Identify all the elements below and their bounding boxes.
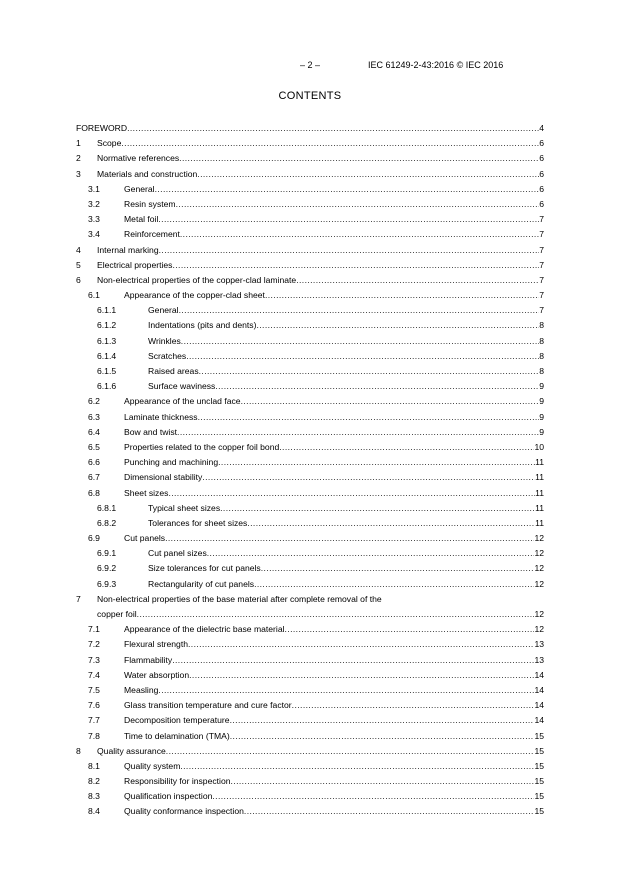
toc-entry-page: 8 (539, 366, 544, 376)
toc-entry-number: 6.1.2 (97, 320, 117, 331)
toc-entry-page: 8 (539, 350, 544, 361)
toc-entry-number: 6 (76, 274, 81, 285)
toc-dot-leader (172, 653, 534, 668)
toc-entry-number: 7.3 (88, 654, 100, 665)
toc-entry-title: Measling (124, 684, 159, 695)
toc-entry[interactable] (0, 789, 620, 804)
toc-entry-number: 4 (76, 244, 81, 255)
toc-entry-page: 6 (539, 183, 544, 194)
toc-entry[interactable] (0, 212, 620, 227)
toc-entry-page: 6 (539, 138, 544, 149)
toc-entry-page: 9 (539, 381, 544, 392)
toc-entry-title: Laminate thickness (124, 411, 198, 422)
toc-entry[interactable] (0, 729, 620, 744)
toc-dot-leader (137, 607, 535, 622)
toc-entry-title: Metal foil (124, 214, 159, 225)
toc-entry-number: 6.1.5 (97, 366, 117, 376)
toc-entry[interactable] (0, 394, 620, 409)
document-reference: IEC 61249-2-43:2016 © IEC 2016 (368, 60, 504, 70)
toc-entry-page: 6 (539, 168, 544, 179)
toc-entry-title: Tolerances for sheet sizes (148, 517, 248, 528)
toc-entry-page: 15 (534, 730, 544, 741)
toc-entry[interactable] (0, 425, 620, 440)
toc-entry-title: Wrinkles (148, 335, 181, 346)
toc-entry-page: 12 (534, 578, 544, 589)
toc-entry[interactable] (0, 167, 620, 182)
toc-entry[interactable] (0, 668, 620, 683)
toc-entry-number: 7 (76, 593, 81, 604)
toc-entry-number: 6.4 (88, 426, 100, 437)
toc-entry[interactable] (0, 577, 620, 592)
toc-entry-title: Appearance of the unclad face (124, 396, 241, 407)
toc-entry[interactable] (0, 151, 620, 166)
toc-entry-title: Scope (97, 138, 122, 149)
toc-dot-leader (279, 440, 534, 455)
toc-entry-page: 11 (535, 487, 544, 498)
toc-entry[interactable] (0, 759, 620, 774)
toc-entry-page: 15 (534, 760, 544, 771)
toc-entry-page: 15 (534, 791, 544, 802)
toc-dot-leader (256, 318, 539, 333)
toc-entry-title: Quality conformance inspection (124, 806, 244, 817)
toc-dot-leader (220, 501, 535, 516)
toc-entry-number: 6.7 (88, 472, 100, 483)
toc-entry-title: Non-electrical properties of the copper-clad laminate (97, 274, 297, 285)
toc-entry-title: Flexural strength (124, 639, 189, 650)
toc-entry-title: Normative references (97, 153, 180, 164)
toc-entry[interactable] (0, 303, 620, 318)
toc-dot-leader (207, 546, 535, 561)
toc-entry-title: Electrical properties (97, 259, 173, 270)
toc-entry-title: Appearance of the copper-clad sheet (124, 290, 265, 301)
toc-entry-title: Dimensional stability (124, 472, 203, 483)
table-of-contents (0, 121, 620, 820)
toc-dot-leader (166, 744, 535, 759)
toc-entry-page: 12 (534, 548, 544, 559)
toc-dot-leader (121, 136, 539, 151)
toc-dot-leader (244, 804, 535, 819)
toc-entry-number: 3.4 (88, 229, 100, 240)
toc-entry-number: 6.1.3 (97, 335, 117, 346)
toc-entry-title: Appearance of the dielectric base material (124, 624, 285, 635)
toc-dot-leader (199, 364, 540, 379)
toc-entry-number: 1 (76, 138, 81, 149)
toc-entry-title: Typical sheet sizes (148, 502, 221, 513)
toc-dot-leader (179, 303, 540, 318)
toc-entry[interactable] (0, 516, 620, 531)
toc-entry-page: 8 (539, 320, 544, 331)
toc-entry[interactable] (0, 136, 620, 151)
toc-entry[interactable] (0, 501, 620, 516)
toc-dot-leader (230, 729, 535, 744)
toc-entry-number: 7.6 (88, 700, 100, 711)
toc-dot-leader (265, 288, 539, 303)
toc-entry[interactable] (0, 486, 620, 501)
toc-dot-leader (292, 698, 535, 713)
toc-entry-number: 3 (76, 168, 81, 179)
toc-entry-title: FOREWORD (76, 123, 128, 133)
toc-dot-leader (176, 197, 540, 212)
toc-entry[interactable] (0, 561, 620, 576)
toc-entry[interactable] (0, 774, 620, 789)
toc-entry-number: 6.9.2 (97, 563, 117, 574)
toc-entry-page: 14 (534, 684, 544, 695)
toc-dot-leader (158, 683, 534, 698)
toc-entry-title: Size tolerances for cut panels (148, 563, 261, 574)
toc-entry-page: 12 (534, 609, 544, 619)
toc-entry-number: 8.1 (88, 760, 100, 771)
toc-entry-page: 11 (535, 472, 544, 483)
toc-entry-title: Indentations (pits and dents) (148, 320, 257, 331)
toc-entry-page: 15 (534, 745, 544, 756)
toc-entry[interactable] (0, 121, 620, 136)
toc-entry-page: 14 (534, 700, 544, 711)
toc-entry[interactable] (0, 410, 620, 425)
toc-entry-title: Rectangularity of cut panels (148, 578, 255, 589)
toc-entry-page: 11 (535, 502, 544, 513)
toc-dot-leader (198, 410, 540, 425)
toc-entry-title: Properties related to the copper foil bond (124, 441, 280, 452)
toc-entry-number: 3.3 (88, 214, 100, 225)
toc-entry-title: Quality assurance (97, 745, 166, 756)
toc-entry-page: 7 (539, 229, 544, 240)
toc-entry-title: Raised areas (148, 366, 199, 376)
toc-entry-title: Sheet sizes (124, 487, 169, 498)
toc-dot-leader (172, 258, 539, 273)
toc-entry-number: 3.1 (88, 183, 100, 194)
toc-entry-page: 9 (539, 426, 544, 437)
toc-entry-number: 7.1 (88, 624, 100, 635)
toc-entry[interactable] (0, 455, 620, 470)
toc-entry-page: 9 (539, 396, 544, 407)
toc-entry-title: Responsibility for inspection (124, 776, 231, 787)
toc-entry[interactable] (0, 592, 620, 622)
toc-entry-number: 6.1.4 (97, 350, 117, 361)
toc-dot-leader (285, 622, 535, 637)
toc-entry-page: 15 (534, 776, 544, 787)
toc-entry-title: Punching and machining (124, 457, 219, 468)
toc-entry-number: 6.2 (88, 396, 100, 407)
toc-entry-title: Internal marking (97, 244, 159, 255)
toc-entry[interactable] (0, 804, 620, 819)
toc-entry-title: Cut panels (124, 533, 166, 544)
toc-entry-page: 12 (534, 563, 544, 574)
toc-entry-page: 4 (539, 123, 544, 133)
toc-entry-title: Resin system (124, 198, 176, 209)
toc-entry[interactable] (0, 364, 620, 379)
toc-entry-number: 8.4 (88, 806, 100, 817)
toc-dot-leader (215, 379, 539, 394)
toc-dot-leader (261, 561, 535, 576)
toc-entry-title: Scratches (148, 350, 187, 361)
toc-entry[interactable] (0, 258, 620, 273)
toc-entry[interactable] (0, 531, 620, 546)
toc-entry-title: Decomposition temperature (124, 715, 230, 726)
toc-entry-page: 7 (539, 259, 544, 270)
toc-entry[interactable] (0, 379, 620, 394)
toc-entry-number: 8 (76, 745, 81, 756)
toc-dot-leader (189, 668, 534, 683)
toc-dot-leader (218, 455, 535, 470)
toc-entry[interactable] (0, 227, 620, 242)
toc-entry-title: Qualification inspection (124, 791, 213, 802)
toc-entry-number: 2 (76, 153, 81, 164)
toc-entry-title: Time to delamination (TMA) (124, 730, 230, 741)
toc-dot-leader (254, 577, 534, 592)
toc-dot-leader (296, 273, 539, 288)
toc-entry[interactable] (0, 744, 620, 759)
toc-dot-leader (186, 349, 539, 364)
toc-entry-number: 6.8.2 (97, 517, 117, 528)
toc-entry-title: Cut panel sizes (148, 548, 207, 559)
toc-entry-page: 11 (535, 457, 544, 468)
toc-entry-page: 7 (539, 305, 544, 316)
toc-dot-leader (212, 789, 534, 804)
toc-entry[interactable] (0, 182, 620, 197)
toc-entry-page: 10 (534, 441, 544, 452)
toc-entry[interactable] (0, 622, 620, 637)
toc-dot-leader (197, 167, 539, 182)
toc-entry-number: 6.6 (88, 457, 100, 468)
toc-entry[interactable] (0, 288, 620, 303)
toc-entry-title: General (148, 305, 179, 316)
toc-entry-title: Reinforcement (124, 229, 180, 240)
toc-entry-number: 7.5 (88, 684, 100, 695)
toc-entry-title: Surface waviness (148, 381, 216, 392)
toc-entry-page: 12 (534, 533, 544, 544)
toc-entry-page: 15 (534, 806, 544, 817)
toc-entry[interactable] (0, 653, 620, 668)
toc-dot-leader (168, 486, 535, 501)
toc-entry[interactable] (0, 637, 620, 652)
toc-entry-page: 8 (539, 335, 544, 346)
toc-entry[interactable] (0, 470, 620, 485)
toc-entry-number: 8.2 (88, 776, 100, 787)
toc-entry-number: 6.9.1 (97, 548, 117, 559)
toc-dot-leader (155, 182, 540, 197)
toc-entry[interactable] (0, 440, 620, 455)
toc-dot-leader (230, 713, 535, 728)
toc-entry-title: copper foil (97, 609, 137, 619)
toc-entry-number: 6.1 (88, 290, 100, 301)
toc-entry[interactable] (0, 713, 620, 728)
toc-dot-leader (179, 151, 539, 166)
toc-dot-leader (180, 227, 539, 242)
toc-entry-title-line: Non-electrical properties of the base material after complete removal of the (97, 593, 382, 604)
toc-entry-number: 6.9.3 (97, 578, 117, 589)
page-header (0, 60, 620, 74)
toc-dot-leader (158, 212, 539, 227)
toc-entry-title: Quality system (124, 760, 181, 771)
toc-entry[interactable] (0, 243, 620, 258)
toc-dot-leader (231, 774, 535, 789)
toc-entry-title: Materials and construction (97, 168, 198, 179)
toc-entry-number: 7.2 (88, 639, 100, 650)
toc-dot-leader (159, 243, 540, 258)
toc-entry-number: 5 (76, 259, 81, 270)
toc-entry-page: 13 (534, 639, 544, 650)
toc-entry-page: 14 (534, 669, 544, 680)
toc-entry[interactable] (0, 683, 620, 698)
toc-entry-title: Flammability (124, 654, 173, 665)
toc-entry-page: 12 (534, 624, 544, 635)
toc-entry-page: 7 (539, 244, 544, 255)
toc-entry-number: 6.8 (88, 487, 100, 498)
toc-entry[interactable] (0, 318, 620, 333)
toc-entry-number: 6.3 (88, 411, 100, 422)
toc-entry-number: 7.4 (88, 669, 100, 680)
toc-dot-leader (247, 516, 535, 531)
toc-dot-leader (180, 759, 534, 774)
toc-entry-title: Water absorption (124, 669, 190, 680)
toc-entry[interactable] (0, 698, 620, 713)
toc-entry[interactable] (0, 273, 620, 288)
toc-dot-leader (181, 334, 539, 349)
toc-entry-number: 3.2 (88, 198, 100, 209)
toc-entry-page: 14 (534, 715, 544, 726)
toc-entry-number: 7.7 (88, 715, 100, 726)
toc-entry-number: 6.1.1 (97, 305, 117, 316)
toc-entry-page: 6 (539, 198, 544, 209)
toc-dot-leader (188, 637, 534, 652)
page-number: – 2 – (300, 60, 321, 70)
toc-entry[interactable] (0, 197, 620, 212)
toc-entry-number: 6.1.6 (97, 381, 117, 392)
toc-entry-page: 7 (539, 290, 544, 301)
toc-entry[interactable] (0, 349, 620, 364)
toc-entry[interactable] (0, 334, 620, 349)
contents-title: CONTENTS (278, 90, 342, 102)
toc-entry-number: 6.8.1 (97, 502, 117, 513)
toc-entry-title: Bow and twist (124, 426, 178, 437)
toc-dot-leader (127, 121, 539, 136)
toc-entry-number: 8.3 (88, 791, 100, 802)
toc-entry-title: General (124, 183, 155, 194)
toc-entry-page: 11 (535, 517, 544, 528)
toc-entry-title: Glass transition temperature and cure factor (124, 700, 292, 711)
toc-entry-page: 13 (534, 654, 544, 665)
toc-entry[interactable] (0, 546, 620, 561)
toc-entry-page: 6 (539, 153, 544, 164)
toc-entry-page: 9 (539, 411, 544, 422)
toc-dot-leader (165, 531, 534, 546)
toc-entry-page: 7 (539, 214, 544, 225)
toc-entry-page: 7 (539, 274, 544, 285)
toc-dot-leader (241, 394, 540, 409)
toc-entry-number: 6.9 (88, 533, 100, 544)
toc-entry-number: 6.5 (88, 441, 100, 452)
toc-dot-leader (177, 425, 539, 440)
toc-dot-leader (202, 470, 535, 485)
toc-entry-number: 7.8 (88, 730, 100, 741)
